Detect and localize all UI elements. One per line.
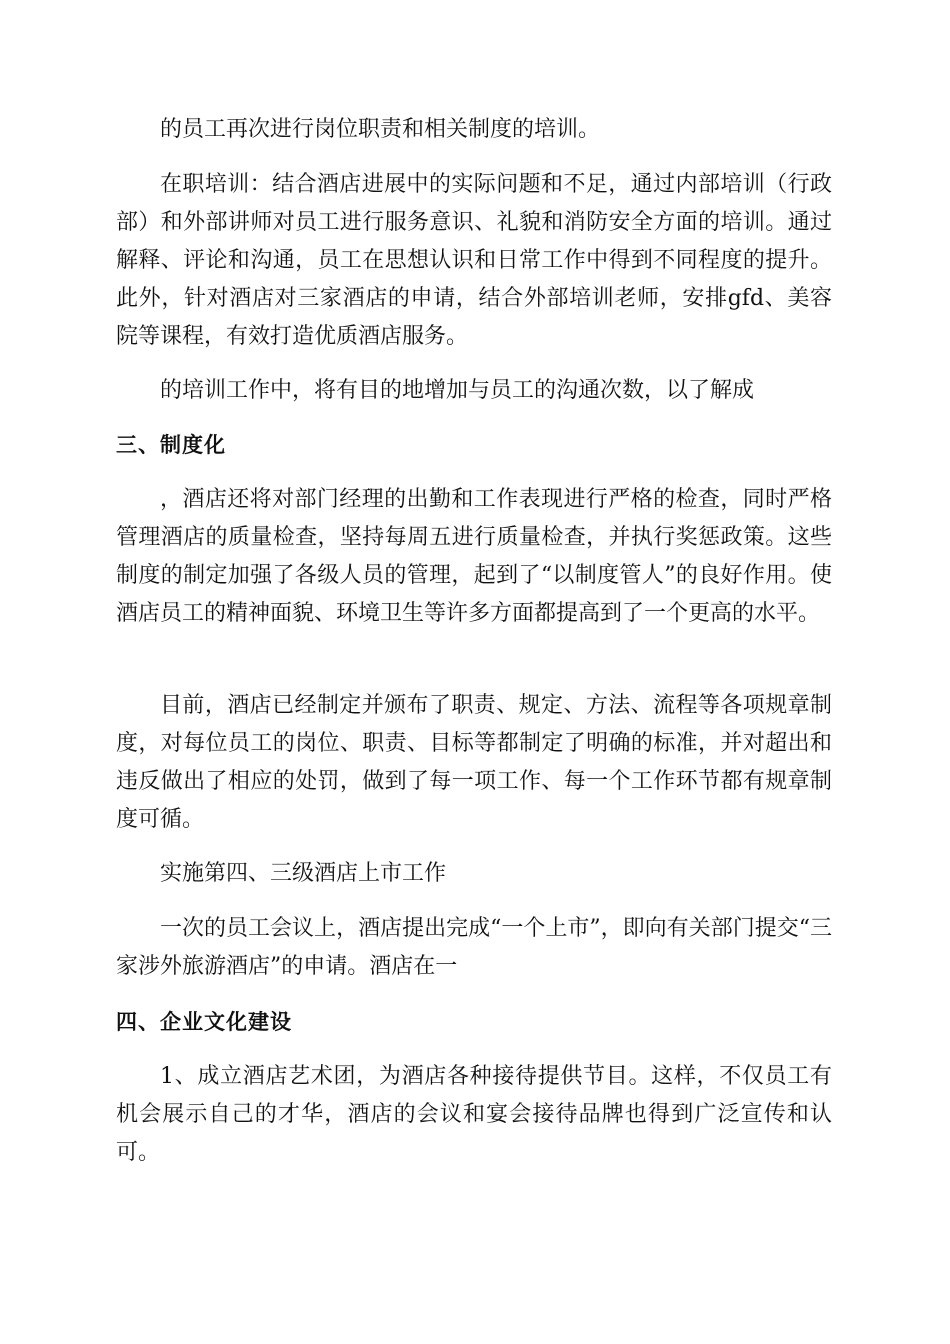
paragraph-communication: 的培训工作中，将有目的地增加与员工的沟通次数，以了解成 — [160, 378, 755, 403]
paragraph-training-continuation: 的员工再次进行岗位职责和相关制度的培训。 — [160, 117, 601, 142]
paragraph-regulations: 目前，酒店已经制定并颁布了职责、规定、方法、流程等各项规章制度，对每位员工的岗位、职责、目标等都制定了明确的标准，并对超出和违反做出了相应的处罚，做到了每一项工作、每一个工作环节都有规章制度可循。 — [116, 693, 832, 832]
section-heading-institutionalization: 三、制度化 — [116, 433, 226, 457]
paragraph-art-troupe: 1、成立酒店艺术团，为酒店各种接待提供节目。这样，不仅员工有机会展示自己的才华，酒店的会议和宴会接待品牌也得到广泛宣传和认可。 — [116, 1064, 832, 1165]
paragraph-on-job-training: 在职培训：结合酒店进展中的实际问题和不足，通过内部培训（行政部）和外部讲师对员工进行服务意识、礼貌和消防安全方面的培训。通过解释、评论和沟通，员工在思想认识和日常工作中得到不同程度的提升。此外，针对酒店对三家酒店的申请，结合外部培训老师，安排gfd、美容院等课程，有效打造优质酒店服务。 — [116, 172, 832, 349]
section-heading-corporate-culture: 四、企业文化建设 — [116, 1010, 292, 1034]
paragraph-staff-meeting: 一次的员工会议上，酒店提出完成“一个上市”，即向有关部门提交“三家涉外旅游酒店”的申请。酒店在一 — [116, 916, 832, 979]
paragraph-inspection: ，酒店还将对部门经理的出勤和工作表现进行严格的检查，同时严格管理酒店的质量检查，坚持每周五进行质量检查，并执行奖惩政策。这些制度的制定加强了各级人员的管理，起到了“以制度管人”的良好作用。使酒店员工的精神面貌、环境卫生等许多方面都提高到了一个更高的水平。 — [116, 487, 832, 626]
paragraph-listing-work: 实施第四、三级酒店上市工作 — [160, 861, 447, 886]
